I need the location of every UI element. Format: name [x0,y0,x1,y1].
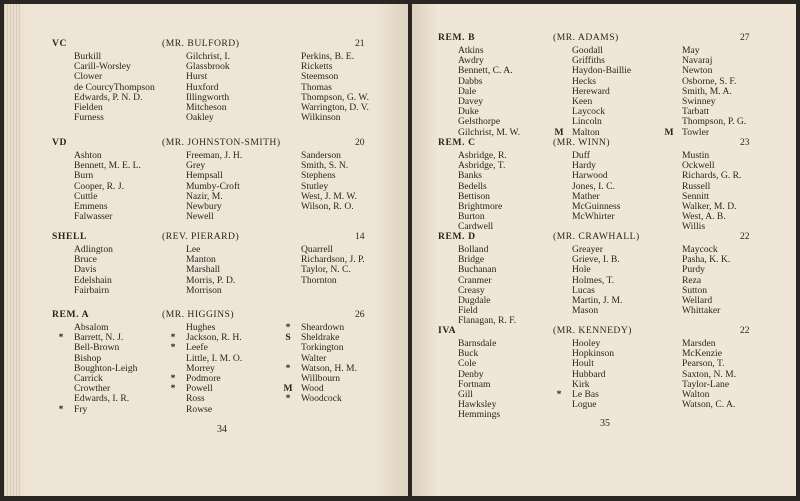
name-column [682,339,736,410]
entry-mark: * [556,388,562,400]
student-name: Hawksley [458,399,497,411]
student-entry [301,276,365,286]
form-header [52,137,382,151]
student-name: Swinney [682,95,716,107]
student-name: Keen [572,95,593,107]
student-name: Hole [572,264,591,276]
student-name: Martin, J. M. [572,294,623,306]
name-columns [52,52,382,123]
student-name: Falwasser [74,211,113,223]
student-name: Dugdale [458,294,491,306]
left-page [4,4,408,496]
student-name: Denby [458,368,484,380]
form-count: 20 [355,137,365,148]
student-name: Gill [458,388,473,400]
name-column [74,151,141,222]
form-rem-a [52,309,382,415]
student-name: Mather [572,190,600,202]
form-master: (MR. JOHNSTON-SMITH) [162,137,281,148]
student-name: Hopkinson [572,348,615,360]
student-name: McKenzie [682,348,722,360]
student-name: Davey [458,95,484,107]
student-name: Gelsthorpe [458,116,501,128]
name-column [74,245,113,296]
student-name: Mitcheson [186,101,227,113]
student-name: Asbridge, R. [458,150,507,161]
form-count: 27 [740,32,750,43]
student-name: Thornton [301,274,337,286]
student-entry [186,286,235,296]
entry-mark: * [170,332,176,344]
name-column [186,151,242,222]
student-name: Logue [572,399,597,411]
student-name: Newell [186,211,214,223]
student-name: Adlington [74,244,113,255]
form-name: IVA [438,325,457,336]
name-column [572,151,621,222]
student-name: Thomas [301,81,332,93]
form-name: SHELL [52,231,87,242]
student-name: Griffiths [572,55,605,67]
form-name: VD [52,137,68,148]
student-name: Thompson, P. G. [682,116,747,128]
student-entry [301,113,369,123]
entry-mark: * [170,372,176,384]
student-name: Whittaker [682,305,721,317]
student-name: West, J. M. W. [301,190,357,202]
student-name: Edwards, I. R. [74,393,130,405]
form-count: 14 [355,231,365,242]
student-name: Ross [186,393,205,405]
student-name: Clower [74,71,103,83]
name-column [682,151,741,233]
form-count: 21 [355,38,365,49]
student-entry [572,212,621,222]
student-name: Rowse [186,403,213,415]
student-name: Glassbrook [186,61,230,73]
entry-mark: M [554,126,564,138]
student-name: Pasha, K. K. [682,254,731,266]
student-name: Powell [186,383,213,395]
student-name: Stephens [301,170,336,182]
student-name: Grey [186,160,206,172]
student-name: Hurst [186,71,208,83]
form-header [438,325,768,339]
student-name: Gilchrist, I. [186,51,230,62]
student-name: McWhirter [572,211,615,223]
form-header [52,309,382,323]
student-name: Cardwell [458,221,494,233]
student-name: Newton [682,65,713,77]
entry-mark: * [170,342,176,354]
student-name: Taylor, N. C. [301,264,351,276]
form-vc [52,38,382,123]
form-master: (MR. KENNEDY) [553,325,632,336]
student-name: Steemson [301,71,339,83]
student-name: Russell [682,180,711,192]
student-name: Buck [458,348,479,360]
student-name: Walker, M. D. [682,200,737,212]
student-name: Hemmings [458,409,501,421]
student-name: Kirk [572,378,590,390]
student-name: Thompson, G. W. [301,91,369,103]
form-header [438,32,768,46]
name-column [301,245,365,286]
student-name: Dabbs [458,75,483,87]
student-name: Banks [458,170,482,182]
name-columns [52,245,382,296]
name-column [682,245,730,316]
student-name: Barnsdale [458,338,497,349]
form-shell [52,231,382,296]
student-name: Stutley [301,180,329,192]
name-column [283,322,357,405]
student-name: Pearson, T. [682,358,725,370]
student-name: Sanderson [301,150,341,161]
student-name: Laycock [572,106,606,118]
student-name: Furness [74,112,104,124]
student-name: Watson, C. A. [682,399,736,411]
student-name: Lee [186,244,201,255]
student-name: Warrington, D. V. [301,101,369,113]
student-name: Willis [682,221,706,233]
student-name: Smith, S. N. [301,160,349,172]
student-name: Hubbard [572,368,606,380]
student-name: Richardson, J. P. [301,254,365,266]
form-vd [52,137,382,222]
student-name: Hecks [572,75,596,87]
page-number: 34 [217,424,227,435]
student-name: Wilson, R. O. [301,200,354,212]
student-name: Watson, H. M. [301,362,357,374]
student-name: Creasy [458,284,485,296]
student-name: Podmore [186,372,221,384]
student-entry [682,400,736,410]
form-master: (MR. BULFORD) [162,38,240,49]
student-name: Goodall [572,45,603,56]
student-name: Morrey [186,362,215,374]
student-entry [572,400,614,410]
form-count: 23 [740,137,750,148]
entry-mark: * [285,322,291,333]
student-name: Wellard [682,294,713,306]
form-rem-b [438,32,768,138]
student-name: Hughes [186,322,216,333]
form-count: 22 [740,231,750,242]
student-name: Perkins, B. E. [301,51,355,62]
student-name: Fry [74,403,88,415]
student-name: Greayer [572,244,603,255]
name-columns [52,323,382,415]
entry-mark: * [170,383,176,395]
student-name: Crowther [74,383,111,395]
name-column [664,45,747,138]
name-column [170,322,243,415]
student-name: Emmens [74,200,108,212]
name-column [556,338,615,411]
student-name: Hereward [572,85,610,97]
student-name: Boughton-Leigh [74,362,138,374]
student-name: Jackson, R. H. [186,332,242,344]
student-entry [572,306,622,316]
form-header [438,137,768,151]
form-iva [438,325,768,421]
name-columns [52,151,382,222]
student-name: West, A. B. [682,211,726,223]
student-name: Lucas [572,284,595,296]
student-name: Purdy [682,264,705,276]
student-entry [74,286,113,296]
student-name: Morris, P. D. [186,274,236,286]
form-header [52,231,382,245]
student-name: Mumby-Croft [186,180,240,192]
name-column [572,245,622,316]
student-name: Manton [186,254,216,266]
form-master: (MR. ADAMS) [553,32,619,43]
name-column [301,151,357,212]
name-column [186,245,235,296]
student-name: Burkill [74,51,102,62]
student-name: Huxford [186,81,219,93]
student-name: Quarrell [301,244,333,255]
student-name: Davis [74,264,97,276]
form-master: (MR. WINN) [553,137,611,148]
entry-mark: * [58,403,64,415]
form-master: (REV. PIERARD) [162,231,240,242]
form-rem-c [438,137,768,233]
student-name: Haydon-Baillie [572,65,632,77]
student-entry [186,113,230,123]
student-name: Ashton [74,150,102,161]
student-name: Lincoln [572,116,602,128]
student-name: Bolland [458,244,489,255]
student-name: Awdry [458,55,484,67]
name-columns [438,245,768,327]
name-column [458,339,500,421]
entry-mark: M [664,126,674,138]
student-name: Asbridge, T. [458,160,506,172]
student-name: Malton [572,126,600,138]
student-name: Bedells [458,180,487,192]
student-name: Towler [682,126,710,138]
student-name: Le Bas [572,388,599,400]
student-name: Little, I. M. O. [186,352,243,364]
student-name: Barrett, N. J. [74,332,124,344]
student-name: Tarbatt [682,106,710,118]
form-master: (MR. CRAWHALL) [553,231,640,242]
name-columns [438,151,768,233]
student-name: Carill-Worsley [74,61,131,73]
student-name: Edwards, P. N. D. [74,91,143,103]
student-name: Ockwell [682,160,715,172]
student-name: Woodcock [301,393,342,405]
student-entry [285,393,357,405]
student-name: Sennitt [682,190,710,202]
form-header [52,38,382,52]
student-name: Torkington [301,342,344,354]
page-number: 35 [600,418,610,429]
entry-mark: S [285,332,291,344]
student-name: Buchanan [458,264,497,276]
name-column [458,151,507,233]
student-name: Burton [458,211,485,223]
student-name: Nazir, M. [186,190,223,202]
name-column [58,322,138,415]
student-name: Marsden [682,338,716,349]
student-name: Bishop [74,352,102,364]
student-name: Holmes, T. [572,274,615,286]
student-entry [186,212,242,222]
student-entry [301,202,357,212]
student-name: May [682,45,700,56]
student-entry [74,212,141,222]
student-name: Fairbairn [74,284,110,296]
student-name: Bell-Brown [74,342,120,354]
student-name: McGuinness [572,200,621,212]
student-name: Cranmer [458,274,492,286]
student-name: Mason [572,305,599,317]
form-count: 22 [740,325,750,336]
student-name: Jones, I. C. [572,180,615,192]
right-page [412,4,796,496]
student-name: Harwood [572,170,608,182]
student-name: Duff [572,150,590,161]
student-name: Edelshain [74,274,112,286]
student-name: Walton [682,388,710,400]
student-name: Smith, M. A. [682,85,732,97]
student-name: Richards, G. R. [682,170,742,182]
student-name: Bennett, M. E. L. [74,160,141,172]
form-name: VC [52,38,68,49]
student-name: Flanagan, R. F. [458,315,517,327]
student-name: Bennett, C. A. [458,65,513,77]
student-name: Marshall [186,264,221,276]
form-name: REM. C [438,137,476,148]
student-name: Leefe [186,342,208,354]
name-column [458,245,516,327]
name-column [301,52,369,123]
student-name: Maycock [682,244,718,255]
student-name: Burn [74,170,94,182]
student-name: Hardy [572,160,596,172]
student-name: Cuttle [74,190,98,202]
name-column [186,52,230,123]
student-name: Atkins [458,45,484,56]
page-edge [4,4,20,496]
student-name: Sutton [682,284,708,296]
name-columns [438,339,768,421]
student-name: Bettison [458,190,490,202]
student-name: Wood [301,383,324,395]
student-name: Newbury [186,200,222,212]
form-name: REM. A [52,309,90,320]
form-count: 26 [355,309,365,320]
student-name: Willbourn [301,372,341,384]
student-name: Hoult [572,358,594,370]
student-name: Cooper, R. J. [74,180,124,192]
student-name: Morrison [186,284,222,296]
name-columns [438,46,768,138]
student-entry [458,410,500,420]
form-master: (MR. HIGGINS) [162,309,235,320]
student-name: Fielden [74,101,103,113]
student-entry [682,306,730,316]
entry-mark: * [58,332,64,344]
student-name: Field [458,305,478,317]
student-name: Walter [301,352,327,364]
student-name: Sheldrake [301,332,340,344]
student-name: Ricketts [301,61,333,73]
student-name: Freeman, J. H. [186,150,243,161]
student-name: Sheardown [301,322,345,333]
student-name: Carrick [74,372,103,384]
name-column [74,52,155,123]
entry-mark: M [283,383,293,395]
form-header [438,231,768,245]
student-name: Grieve, I. B. [572,254,620,266]
student-name: Hempsall [186,170,223,182]
student-name: Osborne, S. F. [682,75,737,87]
entry-mark: * [285,362,291,374]
student-name: Hooley [572,338,601,349]
student-name: Absalom [74,322,109,333]
name-column [458,46,520,138]
form-name: REM. D [438,231,476,242]
student-name: de CourcyThompson [74,81,155,93]
student-entry [74,113,155,123]
student-name: Taylor-Lane [682,378,730,390]
student-name: Mustin [682,150,710,161]
student-name: Wilkinson [301,112,341,124]
student-entry [58,403,137,415]
student-name: Navaraj [682,55,713,67]
form-rem-d [438,231,768,327]
entry-mark: * [285,393,291,405]
student-name: Cole [458,358,477,370]
student-name: Gilchrist, M. W. [458,126,521,138]
form-name: REM. B [438,32,476,43]
student-name: Duke [458,106,479,118]
student-name: Bridge [458,254,485,266]
student-name: Reza [682,274,702,286]
student-name: Fortnam [458,378,491,390]
student-name: Bruce [74,254,97,266]
student-entry [186,405,242,415]
student-name: Brightmore [458,200,503,212]
student-name: Oakley [186,112,214,124]
name-column [554,45,632,138]
student-name: Saxton, N. M. [682,368,737,380]
student-name: Illingworth [186,91,230,103]
student-name: Dale [458,85,477,97]
